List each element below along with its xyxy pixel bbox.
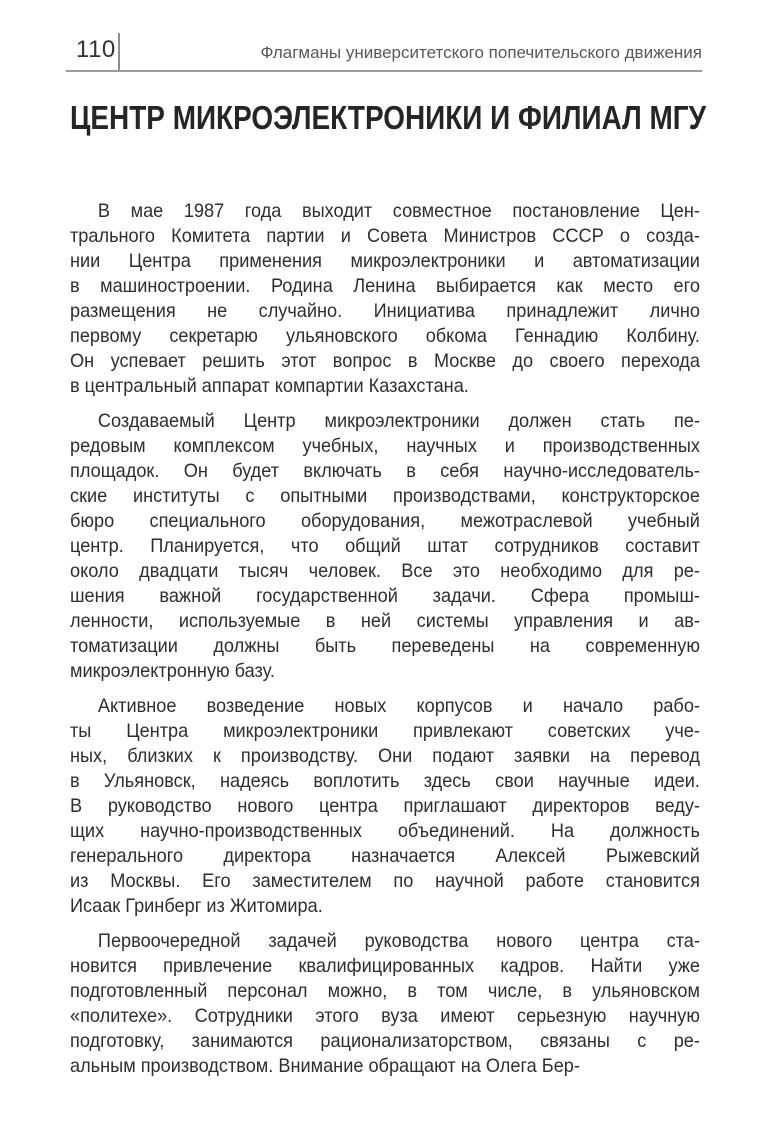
text-line: альным производством. Внимание обращают на Олега Бер-	[70, 1055, 580, 1077]
text-line: в центральный аппарат компартии Казахстана.	[70, 375, 469, 397]
text-line: Исаак Гринберг из Житомира.	[70, 895, 323, 917]
text-line: ных, близких к производству. Они подают заявки на перевод	[70, 745, 700, 767]
chapter-title	[70, 100, 770, 136]
text-line: бюро специального оборудования, межотраслевой учебный	[70, 510, 700, 532]
text-line: ленности, используемые в ней системы управления и ав-	[70, 610, 700, 632]
text-line: щих научно-производственных объединений. На должность	[70, 820, 700, 842]
text-line: Он успевает решить этот вопрос в Москве до своего перехода	[70, 350, 700, 372]
text-line: первому секретарю ульяновского обкома Геннадию Колбину.	[70, 325, 700, 347]
text-line: ты Центра микроэлектроники привлекают советских уче-	[70, 720, 700, 742]
chapter-title-text: ЦЕНТР МИКРОЭЛЕКТРОНИКИ И ФИЛИАЛ МГУ	[70, 99, 706, 136]
text-line: В мае 1987 года выходит совместное постановление Цен-	[97, 200, 700, 222]
text-line: подготовку, занимаются рационализаторством, связаны с ре-	[70, 1030, 700, 1052]
paragraph	[70, 199, 700, 399]
header-divider	[118, 33, 120, 71]
text-line: трального Комитета партии и Совета Министров СССР о созда-	[70, 225, 700, 247]
text-line: редовым комплексом учебных, научных и производственных	[70, 435, 700, 457]
text-line: «политехе». Сотрудники этого вуза имеют серьезную научную	[70, 1005, 700, 1027]
paragraph	[70, 409, 700, 684]
paragraph	[70, 929, 700, 1079]
text-line: микроэлектронную базу.	[70, 660, 275, 682]
text-line: ские институты с опытными производствами, конструкторское	[70, 485, 700, 507]
text-line: нии Центра применения микроэлектроники и автоматизации	[70, 250, 700, 272]
text-line: генерального директора назначается Алексей Рыжевский	[70, 845, 700, 867]
text-line: около двадцати тысяч человек. Все это необходимо для ре-	[70, 560, 700, 582]
running-head: Флагманы университетского попечительского движения	[260, 43, 702, 62]
page-number: 110	[76, 36, 116, 63]
text-line: из Москвы. Его заместителем по научной работе становится	[70, 870, 700, 892]
text-line: В руководство нового центра приглашают директоров веду-	[70, 795, 700, 817]
text-line: размещения не случайно. Инициатива принадлежит лично	[70, 300, 700, 322]
text-line: площадок. Он будет включать в себя научно-исследователь-	[70, 460, 700, 482]
text-line: в Ульяновск, надеясь воплотить здесь свои научные идеи.	[70, 770, 700, 792]
text-line: томатизации должны быть переведены на современную	[70, 635, 700, 657]
article-body	[70, 199, 700, 1079]
text-line: Первоочередной задачей руководства нового центра ста-	[97, 930, 700, 952]
text-line: центр. Планируется, что общий штат сотрудников составит	[70, 535, 700, 557]
text-line: в машиностроении. Родина Ленина выбирается как место его	[70, 275, 700, 297]
text-line: подготовленный персонал можно, в том числе, в ульяновском	[70, 980, 700, 1002]
text-line: новится привлечение квалифицированных кадров. Найти уже	[70, 955, 700, 977]
text-line: шения важной государственной задачи. Сфера промыш-	[70, 585, 700, 607]
text-line: Создаваемый Центр микроэлектроники должен стать пе-	[97, 410, 700, 432]
text-line: Активное возведение новых корпусов и начало рабо-	[97, 695, 700, 717]
paragraph	[70, 694, 700, 919]
header-rule	[66, 70, 702, 72]
